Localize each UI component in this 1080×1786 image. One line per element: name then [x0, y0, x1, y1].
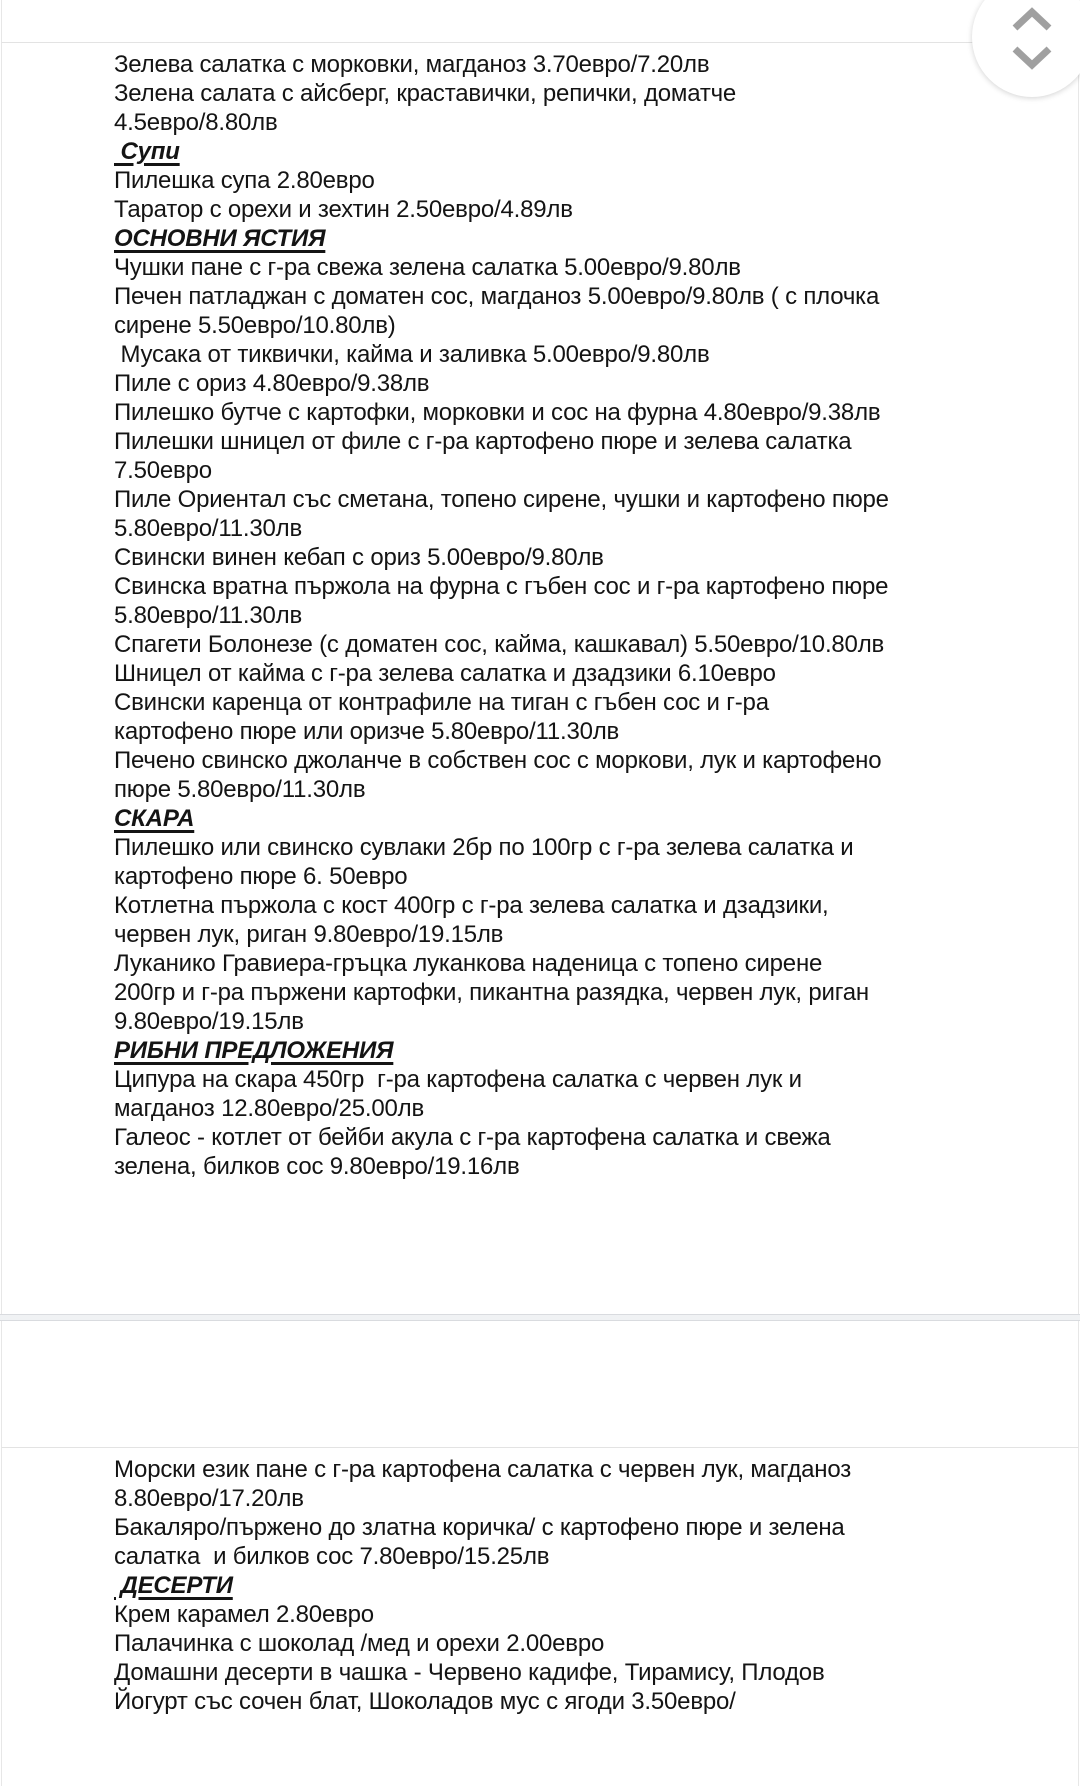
menu-line: Домашни десерти в чашка - Червено кадифе, Тирамису, Плодов: [114, 1659, 825, 1686]
menu-line: зелена, билков сос 9.80евро/19.16лв: [114, 1153, 520, 1180]
menu-line: 5.80евро/11.30лв: [114, 602, 303, 629]
menu-line: 5.80евро/11.30лв: [114, 515, 303, 542]
menu-line: Печено свинско джоланче в собствен сос с моркови, лук и картофено: [114, 747, 882, 774]
section-heading: ДЕСЕРТИ: [114, 1572, 233, 1599]
menu-line: Крем карамел 2.80евро: [114, 1601, 374, 1628]
menu-page-1: [1, 43, 1079, 1314]
menu-line: картофено пюре 6. 50евро: [114, 863, 408, 890]
menu-line: Пиле Ориентал със сметана, топено сирене, чушки и картофено пюре: [114, 486, 889, 513]
menu-line: Спагети Болонезе (с доматен сос, кайма, кашкавал) 5.50евро/10.80лв: [114, 631, 885, 658]
menu-line: салатка и билков сос 7.80евро/15.25лв: [114, 1543, 550, 1570]
menu-page-2-text: [114, 1448, 1058, 1716]
menu-page-2: [1, 1448, 1079, 1786]
menu-line: Зелева салатка с морковки, магданоз 3.70евро/7.20лв: [114, 51, 710, 78]
menu-line: Печен патладжан с доматен сос, магданоз 5.00евро/9.80лв ( с плочка: [114, 283, 880, 310]
menu-line: Шницел от кайма с г-ра зелева салатка и дзадзики 6.10евро: [114, 660, 776, 687]
menu-line: магданоз 12.80евро/25.00лв: [114, 1095, 425, 1122]
menu-line: Пилешко бутче с картофки, морковки и сос на фурна 4.80евро/9.38лв: [114, 399, 881, 426]
menu-line: Чушки пане с г-ра свежа зелена салатка 5.00евро/9.80лв: [114, 254, 741, 281]
menu-line: Зелена салата с айсберг, краставички, репички, доматче: [114, 80, 737, 107]
scroll-up-button[interactable]: [1008, 4, 1056, 34]
menu-line: Морски език пане с г-ра картофена салатка с червен лук, магданоз: [114, 1456, 852, 1483]
menu-line: Пиле с ориз 4.80евро/9.38лв: [114, 370, 430, 397]
menu-line: Мусака от тиквички, кайма и заливка 5.00евро/9.80лв: [114, 341, 710, 368]
menu-line: картофено пюре или оризче 5.80евро/11.30лв: [114, 718, 620, 745]
section-heading: СКАРА: [114, 805, 195, 832]
chevron-down-icon: [1008, 45, 1056, 71]
menu-line: Йогурт със сочен блат, Шоколадов мус с ягоди 3.50евро/: [114, 1688, 736, 1715]
section-heading: РИБНИ ПРЕДЛОЖЕНИЯ: [114, 1037, 394, 1064]
menu-page-1-text: [114, 43, 1058, 1181]
menu-line: сирене 5.50евро/10.80лв): [114, 312, 396, 339]
menu-line: 8.80евро/17.20лв: [114, 1485, 304, 1512]
menu-line: 7.50евро: [114, 457, 212, 484]
menu-line: Луканико Гравиера-гръцка луканкова наденица с топено сирене: [114, 950, 823, 977]
menu-line: Котлетна пържола с кост 400гр с г-ра зелева салатка и дзадзики,: [114, 892, 829, 919]
menu-page-2-blank-top: [1, 1321, 1079, 1448]
menu-line: Свинска вратна пържола на фурна с гъбен сос и г-ра картофено пюре: [114, 573, 889, 600]
scroll-down-button[interactable]: [1008, 43, 1056, 73]
menu-line: Ципура на скара 450гр г-ра картофена салатка с червен лук и: [114, 1066, 802, 1093]
menu-line: пюре 5.80евро/11.30лв: [114, 776, 366, 803]
menu-line: Бакаляро/пържено до златна коричка/ с картофено пюре и зелена: [114, 1514, 845, 1541]
menu-line: Свински каренца от контрафиле на тиган с гъбен сос и г-ра: [114, 689, 769, 716]
menu-line: Таратор с орехи и зехтин 2.50евро/4.89лв: [114, 196, 573, 223]
menu-line: Палачинка с шоколад /мед и орехи 2.00евро: [114, 1630, 605, 1657]
menu-line: Свински винен кебап с ориз 5.00евро/9.80лв: [114, 544, 604, 571]
section-heading: Супи: [114, 138, 180, 165]
menu-line: Пилешко или свинско сувлаки 2бр по 100гр с г-ра зелева салатка и: [114, 834, 854, 861]
chevron-up-icon: [1008, 6, 1056, 32]
menu-line: 4.5евро/8.80лв: [114, 109, 278, 136]
section-heading: ОСНОВНИ ЯСТИЯ: [114, 225, 326, 252]
page-separator: [0, 1314, 1080, 1321]
menu-line: 9.80евро/19.15лв: [114, 1008, 304, 1035]
menu-line: Галеос - котлет от бейби акула с г-ра картофена салатка и свежа: [114, 1124, 831, 1151]
menu-line: червен лук, риган 9.80евро/19.15лв: [114, 921, 504, 948]
menu-line: 200гр и г-ра пържени картофки, пикантна разядка, червен лук, риган: [114, 979, 869, 1006]
page-previous-bottom: [1, 0, 1079, 43]
menu-line: Пилешка супа 2.80евро: [114, 167, 375, 194]
menu-line: Пилешки шницел от филе с г-ра картофено пюре и зелева салатка: [114, 428, 852, 455]
